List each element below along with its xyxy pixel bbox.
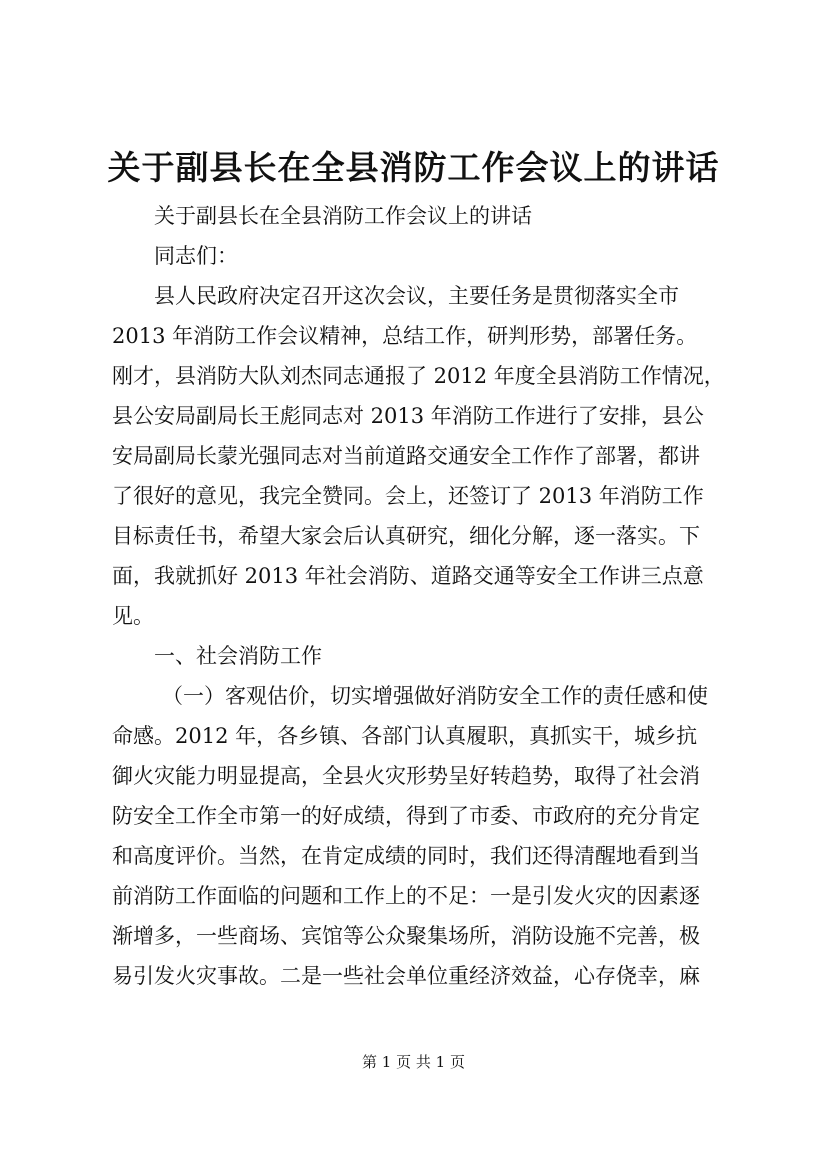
paragraph-line: （一）客观估价，切实增强做好消防安全工作的责任感和使 bbox=[162, 684, 708, 708]
page-number-footer: 第 1 页 共 1 页 bbox=[362, 1053, 465, 1071]
paragraph-line: 命感。2012 年，各乡镇、各部门认真履职，真抓实干，城乡抗 bbox=[112, 724, 698, 748]
paragraph-line: 县公安局副局长王彪同志对 2013 年消防工作进行了安排，县公 bbox=[112, 404, 704, 428]
paragraph-line: 防安全工作全市第一的好成绩，得到了市委、市政府的充分肯定 bbox=[112, 804, 700, 828]
paragraph-line: 前消防工作面临的问题和工作上的不足：一是引发火灾的因素逐 bbox=[112, 884, 700, 908]
paragraph-line: 面，我就抓好 2013 年社会消防、道路交通等安全工作讲三点意 bbox=[112, 564, 704, 588]
paragraph-line: 了很好的意见，我完全赞同。会上，还签订了 2013 年消防工作 bbox=[112, 484, 704, 508]
paragraph-line: 和高度评价。当然，在肯定成绩的同时，我们还得清醒地看到当 bbox=[112, 844, 700, 868]
paragraph-line: 目标责任书，希望大家会后认真研究，细化分解，逐一落实。下 bbox=[112, 524, 700, 548]
paragraph-line: 御火灾能力明显提高，全县火灾形势呈好转趋势，取得了社会消 bbox=[112, 764, 700, 788]
paragraph-line: 见。 bbox=[112, 604, 154, 628]
subtitle-line: 关于副县长在全县消防工作会议上的讲话 bbox=[154, 204, 532, 228]
salutation-line: 同志们： bbox=[154, 244, 238, 268]
paragraph-line: 渐增多，一些商场、宾馆等公众聚集场所，消防设施不完善，极 bbox=[112, 924, 700, 948]
paragraph-line: 县人民政府决定召开这次会议，主要任务是贯彻落实全市 bbox=[154, 284, 679, 308]
paragraph-line: 刚才，县消防大队刘杰同志通报了 2012 年度全县消防工作情况， bbox=[112, 364, 725, 388]
paragraph-line: 安局副局长蒙光强同志对当前道路交通安全工作作了部署，都讲 bbox=[112, 444, 700, 468]
document-title: 关于副县长在全县消防工作会议上的讲话 bbox=[107, 148, 720, 187]
section-heading: 一、社会消防工作 bbox=[154, 644, 322, 668]
document-body bbox=[112, 196, 724, 996]
paragraph-line: 易引发火灾事故。二是一些社会单位重经济效益，心存侥幸，麻 bbox=[112, 964, 700, 988]
paragraph-line: 2013 年消防工作会议精神，总结工作，研判形势，部署任务。 bbox=[112, 324, 698, 348]
